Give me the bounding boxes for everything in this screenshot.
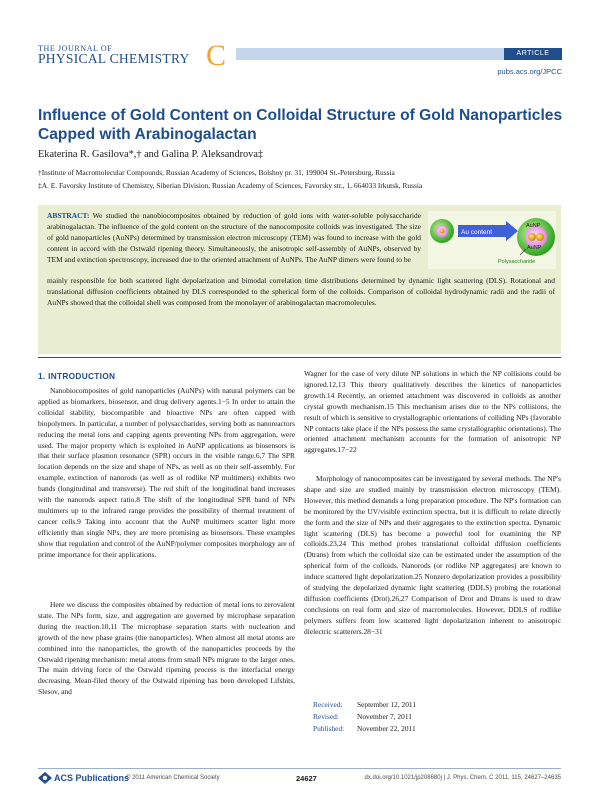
article-title: Influence of Gold Content on Colloidal Structure of Gold Nanoparticles Capped with Arabinogalactan bbox=[38, 107, 563, 143]
section-divider bbox=[38, 357, 561, 358]
page-number: 24627 bbox=[296, 774, 317, 783]
toc-aunp-label-2: AuNP bbox=[527, 245, 542, 251]
affiliation-1: †Institute of Macromolecular Compounds, Russian Academy of Sciences, Bolshoy pr. 31, 199004 St.-Petersburg, Russia bbox=[38, 168, 395, 177]
section-heading-introduction: 1. INTRODUCTION bbox=[38, 371, 116, 381]
left-column-paragraph-1 bbox=[38, 386, 295, 561]
abstract-body-1: We studied the nanobiocomposites obtained by reduction of gold ions with water-soluble polysaccharide arabinogalactan. The influence of the gold content on the structure of the nanocomposite colloids was investigated. The size of gold nanoparticles (AuNPs) determined by transmission electron microscopy (TEM) was found to increase with the gold content in accord with the Ostwald ripening theory. Simultaneously, the anisotropic self-assembly of AuNPs, observed by TEM and extinction spectroscopy, increased due to the oriented attachment of AuNPs. The AuNP dimers were found to be bbox=[47, 211, 421, 264]
journal-logo bbox=[38, 40, 248, 74]
abstract-label: ABSTRACT: bbox=[47, 211, 90, 220]
journal-letter: C bbox=[206, 39, 227, 72]
toc-left-colloid bbox=[430, 219, 454, 243]
history-value: November 22, 2011 bbox=[357, 724, 416, 733]
toc-polysaccharide-label: Polysaccharide bbox=[498, 259, 536, 265]
history-label: Published: bbox=[313, 724, 345, 733]
publisher-name: ACS Publications bbox=[54, 773, 130, 783]
history-value: November 7, 2011 bbox=[357, 712, 412, 721]
history-value: September 12, 2011 bbox=[357, 700, 417, 709]
acs-logo-icon bbox=[38, 772, 52, 784]
right-column-paragraph-1 bbox=[304, 369, 561, 456]
abstract-text-bottom: mainly responsible for both scattered light depolarization and bimodal correlation time distributions determined by dynamic light scattering (DLS). Rotational and translational diffusion coefficients obtained by DLS corresponded to the spherical form of the colloids. Comparison of colloidal hydrodynamic radii and the radii of AuNPs showed that the colloidal shell was composed from the monolayer of arabinogalactan macromolecules. bbox=[47, 276, 555, 307]
toc-au-content-label: Au content bbox=[461, 229, 493, 236]
author-list: Ekaterina R. Gasilova*,† and Galina P. Aleksandrova‡ bbox=[38, 149, 264, 160]
body-paragraph: Morphology of nanocomposites can be investigated by several methods. The NP's shape and size are studied mainly by transmission electron microscopy (TEM). However, this method demands a long preparation procedure. The NP's formation can be monitored by the UV/visible extinction spectra, but it is difficult to relate directly the form and the size of NPs and their aggregates to the extinction spectra. Dynamic light scattering (DLS) has become a powerful tool for examining the NP colloids.23,24 This method probes translational colloidal diffusion coefficients (Dtrans) from which the colloidal size can be estimated under the assumption of the spherical form of the colloids. Nanorods (or rodlike NP aggregates) are known to induce scattered light depolarization.25 Nonzero depolarization provides a possibility of studying the depolarized dynamic light scattering (DDLS) probing the rotational diffusion coefficients (Drot).26,27 Comparison of Drot and Dtrans is used to draw conclusions on real form and size of macromolecules. However, DDLS of rodlike polymers suffers from low scattered light depolarization inherent to anisotropic dielectric scatterers.28−31 bbox=[304, 474, 561, 636]
journal-the: THE JOURNAL OF bbox=[38, 44, 113, 53]
abstract-box bbox=[38, 205, 561, 354]
body-paragraph: Nanobiocomposites of gold nanoparticles (AuNPs) with natural polymers can be applied as biomarkers, biosensor, and drug delivery agents.1−5 In order to attain the colloidal stability, biocompatible and bioactive NPs are often capped with biopolymers. In particular, a number of polysaccharides, serving both as nanoreactors reducing the metal ions and capping agents preventing NPs from aggregation, were used. The major property which is exploited in AuNP applications as biosensors is that their surface plasmon resonance (SPR) occurs in the visible range.6,7 The SPR location depends on the size and shape of NPs, as well as on their self-assembly. For example, extinction of nanorods (as well as of rodlike NP multimers) exhibits two bands (longitudinal and transverse). The red shift of the longitudinal band increases with the nanorods aspect ratio.8 The shift of the longitudinal SPR band of NPs multimers up to the infrared range provides the possibility of thermal treatment of cancer cells.9 Taking into account that the AuNP multimers scatter light more efficiently than single NPs, they are more promising as biosensors. These examples show that regulation and control of the AuNP/polymer composites morphology are of prime importance for their applications. bbox=[38, 386, 295, 559]
article-type-tag: ARTICLE bbox=[504, 48, 562, 60]
journal-name: PHYSICAL CHEMISTRY bbox=[38, 51, 190, 66]
toc-graphic bbox=[428, 211, 556, 269]
doi-link[interactable]: dx.doi.org/10.1021/jp208680j | J. Phys. Chem. C 2011, 115, 24627–24635 bbox=[364, 775, 561, 781]
toc-aunp-label: AuNP bbox=[526, 223, 541, 229]
right-column-paragraph-2 bbox=[304, 474, 561, 638]
footer-copyright: © 2011 American Chemical Society bbox=[126, 775, 220, 781]
body-paragraph: Wagner for the case of very dilute NP solutions in which the NP collisions could be ignored.12,13 This theory qualitatively describes the kinetics of nanoparticles growth.14 Recently, an oriented attachment was discovered in colloids as another crystal growth mechanism.15 This mechanism arises due to the NPs collisions, the result of which is sensitive to crystallographic orientations of colliding NPs (favorable NP contacts take place if the NPs possess the same crystallographic orientations). The oriented attachment mechanism accounts for the formation of anisotropic NP aggregates.17−22 bbox=[304, 369, 561, 455]
body-paragraph: Here we discuss the composites obtained by reduction of metal ions to zerovalent state. The NPs form, size, and aggregation are governed by microphase separation during the reaction.10,11 The microphase separation starts with nucleation and growth of the new phase grains (the nanoparticles). When almost all metal atoms are combined into the nanoparticles, the growth of the nanoparticles proceeds by the Ostwald ripening mechanism: metal atoms from small NPs migrate to the larger ones. The main driving force of the Ostwald ripening process is the interfacial energy decreasing. Mean-filed theory of the Ostwald ripening has been developed Lifshits, Slesov, and bbox=[38, 600, 295, 697]
page-footer bbox=[38, 772, 561, 786]
footer-divider bbox=[38, 768, 561, 769]
affiliation-2: ‡A. E. Favorsky Institute of Chemistry, Siberian Division, Russian Academy of Sciences, Favorsky str., 1, 664033 Irkutsk, Russia bbox=[38, 181, 423, 190]
abstract-text-top bbox=[47, 211, 421, 266]
journal-url-link[interactable]: pubs.acs.org/JPCC bbox=[497, 67, 562, 76]
history-label: Received: bbox=[313, 700, 343, 709]
left-column-paragraph-2 bbox=[38, 600, 295, 698]
history-label: Revised: bbox=[313, 712, 339, 721]
